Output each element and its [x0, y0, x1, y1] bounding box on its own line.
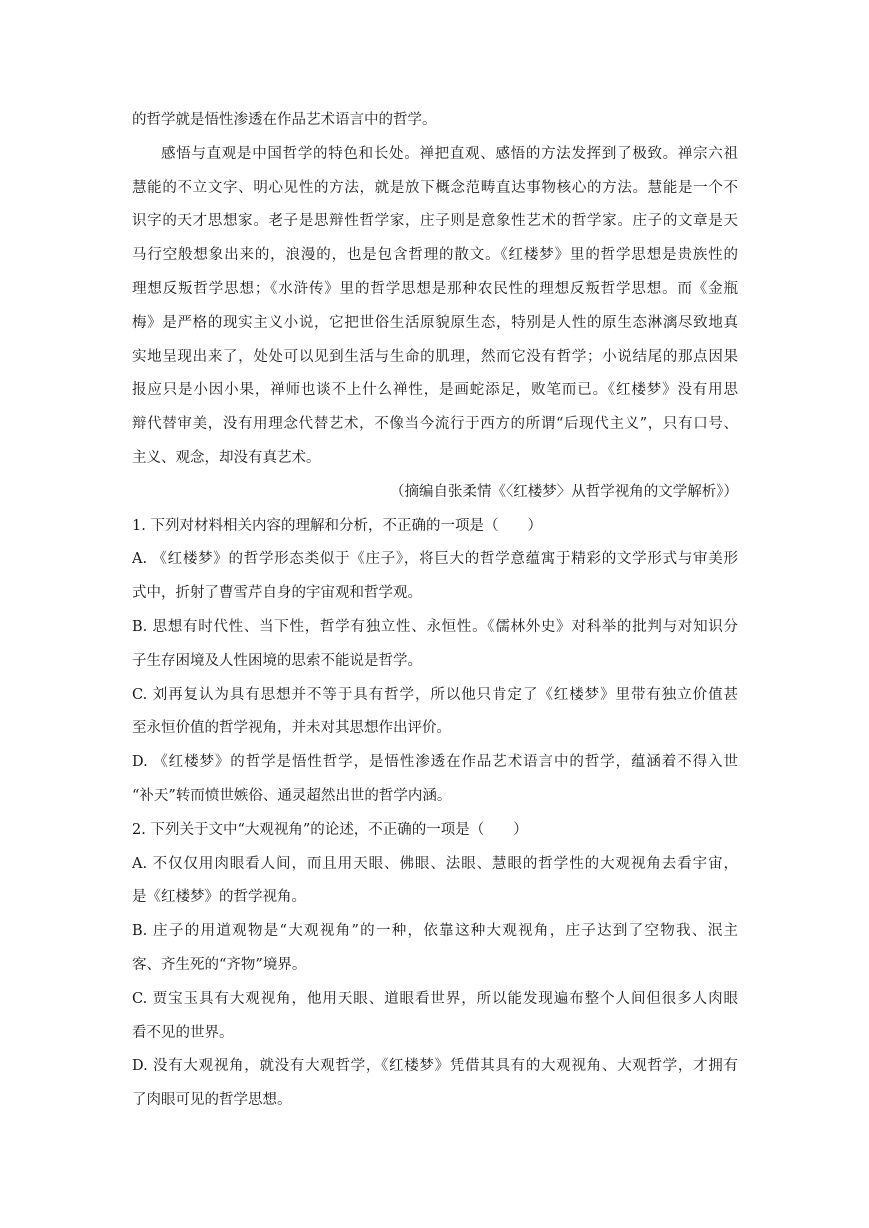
option-a-line: 是《红楼梦》的哲学视角。 — [132, 889, 306, 906]
option-c-line: 至永恒价值的哲学视角，并未对其思想作出评价。 — [132, 720, 451, 737]
option-a-line: 式中，折射了曹雪芹自身的宇宙观和哲学观。 — [132, 585, 422, 602]
passage-line: 报应只是小因小果，禅师也谈不上什么禅性，是画蛇添足，败笔而已。《红楼梦》没有用思 — [132, 382, 738, 399]
option-b-line: 子生存困境及人性困境的思索不能说是哲学。 — [132, 652, 422, 669]
option-c-line: 看不见的世界。 — [132, 1024, 234, 1041]
passage-source: （摘编自张柔情《〈红楼梦〉从哲学视角的文学解析》） — [390, 483, 738, 500]
option-c-line: C. 贾宝玉具有大观视角，他用天眼、道眼看世界，所以能发现遍布整个人间但很多人肉眼 — [132, 990, 738, 1007]
option-d-line: D. 没有大观视角，就没有大观哲学，《红楼梦》凭借其具有的大观视角、大观哲学，才拥有 — [132, 1058, 738, 1075]
option-d-line: “补天”转而愤世嫉俗、通灵超然出世的哲学内涵。 — [132, 787, 452, 804]
passage-line: 主义、观念，却没有真艺术。 — [132, 449, 321, 466]
passage-line: 感悟与直观是中国哲学的特色和长处。禅把直观、感悟的方法发挥到了极致。禅宗六祖 — [161, 145, 738, 162]
option-b-line: 客、齐生死的“齐物”境界。 — [132, 956, 307, 973]
passage-line: 理想反叛哲学思想；《水浒传》里的哲学思想是那种农民性的理想反叛哲学思想。而《金瓶 — [132, 280, 738, 297]
passage-line: 马行空般想象出来的，浪漫的，也是包含哲理的散文。《红楼梦》里的哲学思想是贵族性的 — [132, 247, 738, 264]
question-stem: 1. 下列对材料相关内容的理解和分析，不正确的一项是（ ） — [132, 517, 542, 534]
passage — [132, 104, 738, 510]
question-stem: 2. 下列关于文中“大观视角”的论述，不正确的一项是（ ） — [132, 821, 528, 838]
document-page — [132, 104, 738, 1118]
passage-line: 识字的天才思想家。老子是思辩性哲学家，庄子则是意象性艺术的哲学家。庄子的文章是天 — [132, 213, 738, 230]
passage-line: 实地呈现出来了，处处可以见到生活与生命的肌理，然而它没有哲学；小说结尾的那点因果 — [132, 348, 738, 365]
passage-line: 慧能的不立文字、明心见性的方法，就是放下概念范畴直达事物核心的方法。慧能是一个不 — [132, 179, 738, 196]
option-a-line: A. 《红楼梦》的哲学形态类似于《庄子》，将巨大的哲学意蕴寓于精彩的文学形式与审美形 — [132, 551, 738, 568]
option-d-line: 了肉眼可见的哲学思想。 — [132, 1092, 292, 1109]
option-a-line: A. 不仅仅用肉眼看人间，而且用天眼、佛眼、法眼、慧眼的哲学性的大观视角去看宇宙， — [132, 855, 738, 872]
passage-line: 辩代替审美，没有用理念代替艺术，不像当今流行于西方的所谓“后现代主义”，只有口号、 — [132, 416, 738, 433]
option-d-line: D. 《红楼梦》的哲学是悟性哲学，是悟性渗透在作品艺术语言中的哲学，蕴涵着不得入世 — [132, 754, 738, 771]
passage-line: 梅》是严格的现实主义小说，它把世俗生活原貌原生态，特别是人性的原生态淋漓尽致地真 — [132, 314, 738, 331]
option-c-line: C. 刘再复认为具有思想并不等于具有哲学，所以他只肯定了《红楼梦》里带有独立价值甚 — [132, 686, 738, 703]
option-b-line: B. 思想有时代性、当下性，哲学有独立性、永恒性。《儒林外史》对科举的批判与对知识分 — [132, 618, 738, 635]
passage-line: 的哲学就是悟性渗透在作品艺术语言中的哲学。 — [132, 112, 437, 128]
question-1 — [132, 510, 738, 814]
option-b-line: B. 庄子的用道观物是“大观视角”的一种，依靠这种大观视角，庄子达到了空物我、泯主 — [132, 923, 738, 940]
question-2 — [132, 814, 738, 1118]
